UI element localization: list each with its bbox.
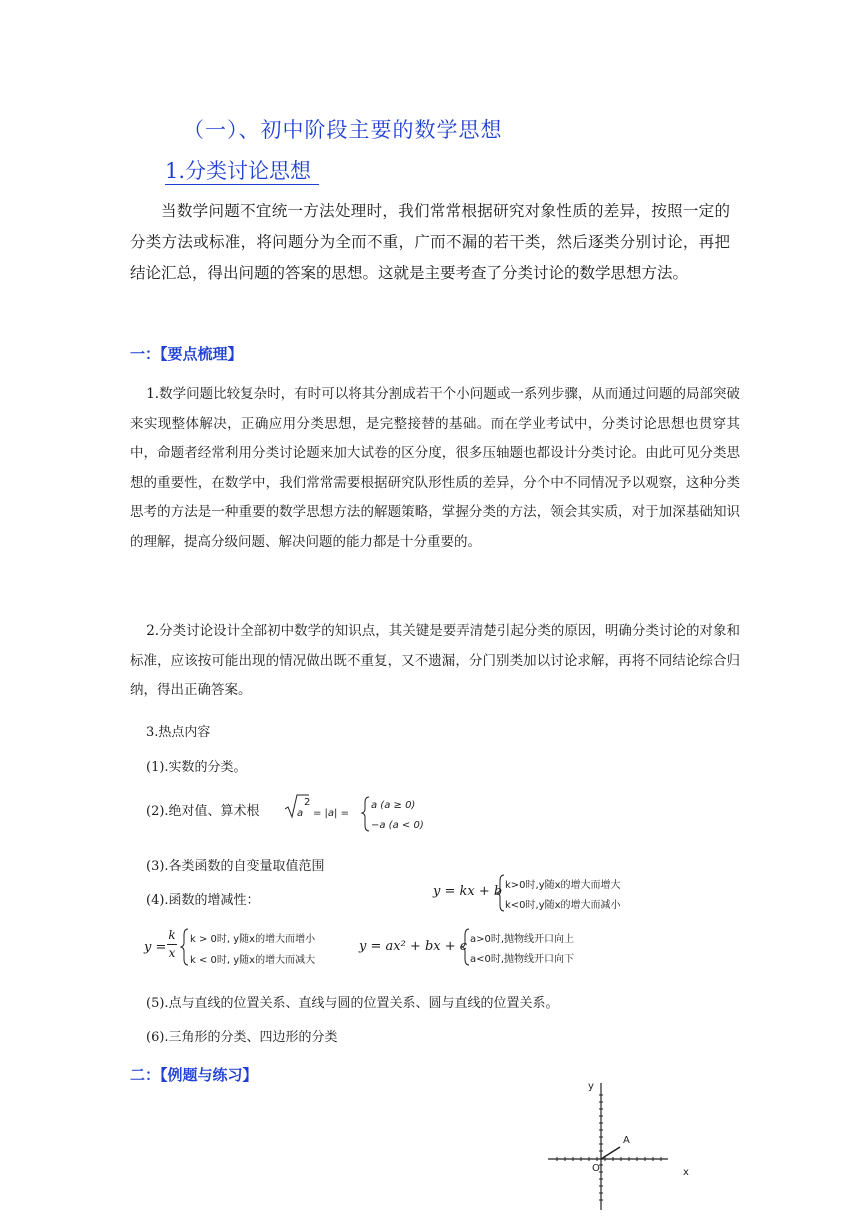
- linear-formula: y = kx + b: [433, 884, 503, 899]
- inverse-lhs: y =: [144, 940, 167, 955]
- main-heading: （一）、初中阶段主要的数学思想: [183, 118, 503, 142]
- quadratic-case-down: a<0时,抛物线开口向下: [470, 954, 575, 965]
- intro-paragraph: 当数学问题不宜统一方法处理时，我们常常根据研究对象性质的差异，按照一定的分类方法或标准，将问题分为全而不重，广而不漏的若干类，然后逐类分别讨论，再把结论汇总，得出问题的答案的思想。这就是主要考查了分类讨论的数学思想方法。: [130, 202, 730, 282]
- key-point-paragraph-1: 1.数学问题比较复杂时，有时可以将其分割成若干个小问题或一系列步骤，从而通过问题的局部突破来实现整体解决，正确应用分类思想，是完整接替的基础。而在学业考试中，分类讨论思想也贯穿其中，命题者经常利用分类讨论题来加大试卷的区分度，很多压轴题也都设计分类讨论。由此可见分类思想的重要性，在数学中，我们常常需要根据研究队形性质的差异，分个中不同情况予以观察，这种分类思考的方法是一种重要的数学思想方法的解题策略，掌握分类的方法，领会其实质，对于加深基础知识的理解，提高分级问题、解决问题的能力都是十分重要的。: [130, 386, 740, 550]
- origin-label: O: [592, 1163, 600, 1174]
- coordinate-graph: [548, 1075, 698, 1214]
- segment-oa: [601, 1147, 620, 1159]
- section-title-key-points: 一：【要点梳理】: [130, 345, 243, 363]
- hot-topics-label: 3.热点内容: [146, 725, 211, 740]
- sqrt-radicand: a: [297, 808, 304, 819]
- inverse-denominator: x: [168, 946, 176, 960]
- linear-cases-svg: [496, 873, 656, 915]
- list-item: (5).点与直线的位置关系、直线与圆的位置关系、圆与直线的位置关系。: [146, 996, 559, 1011]
- x-axis-label: x: [683, 1167, 689, 1178]
- abs-equation: = |a| =: [313, 808, 349, 819]
- key-point-paragraph-2: 2.分类讨论设计全部初中数学的知识点，其关键是要弄清楚引起分类的原因，明确分类讨论的对象和标准，应该按可能出现的情况做出既不重复，又不遗漏，分门别类加以讨论求解，再将不同结论综合归纳，得出正确答案。: [130, 623, 740, 698]
- sqrt-exponent: 2: [304, 797, 311, 808]
- section-title-examples: 二：【例题与练习】: [130, 1066, 258, 1084]
- list-item: (4).函数的增减性：: [146, 893, 260, 908]
- sqrt-formula: [283, 793, 423, 843]
- linear-cases: [496, 873, 656, 919]
- abs-case-positive: a (a ≥ 0): [371, 800, 416, 811]
- inverse-fraction: [167, 928, 177, 961]
- inverse-case-negative: k < 0时, y随x的增大而减大: [190, 955, 316, 966]
- list-item: (2).绝对值、算术根: [146, 804, 260, 819]
- linear-case-increase: k>0时,y随x的增大而增大: [505, 880, 621, 891]
- quadratic-case-up: a>0时,抛物线开口向上: [470, 934, 575, 945]
- inverse-case-positive: k > 0时, y随x的增大而增小: [190, 934, 316, 945]
- inverse-cases-svg: [180, 926, 360, 970]
- y-axis-label: y: [588, 1081, 594, 1092]
- quadratic-formula: y = ax² + bx + c: [359, 939, 468, 954]
- linear-case-decrease: k<0时,y随x的增大而减小: [505, 900, 621, 911]
- abs-case-negative: −a (a < 0): [371, 820, 423, 831]
- list-item: (1).实数的分类。: [146, 760, 247, 775]
- quadratic-cases-svg: [461, 927, 621, 969]
- coordinate-graph-svg: [548, 1075, 698, 1210]
- quadratic-cases: [461, 927, 621, 973]
- inverse-numerator: k: [168, 928, 176, 942]
- inverse-cases: [180, 926, 360, 974]
- list-item: (3).各类函数的自变量取值范围: [146, 859, 325, 874]
- subheading: 1.分类讨论思想: [165, 158, 319, 185]
- point-a-label: A: [623, 1135, 630, 1146]
- sqrt-expression: [283, 793, 423, 839]
- list-item: (6).三角形的分类、四边形的分类: [146, 1030, 338, 1045]
